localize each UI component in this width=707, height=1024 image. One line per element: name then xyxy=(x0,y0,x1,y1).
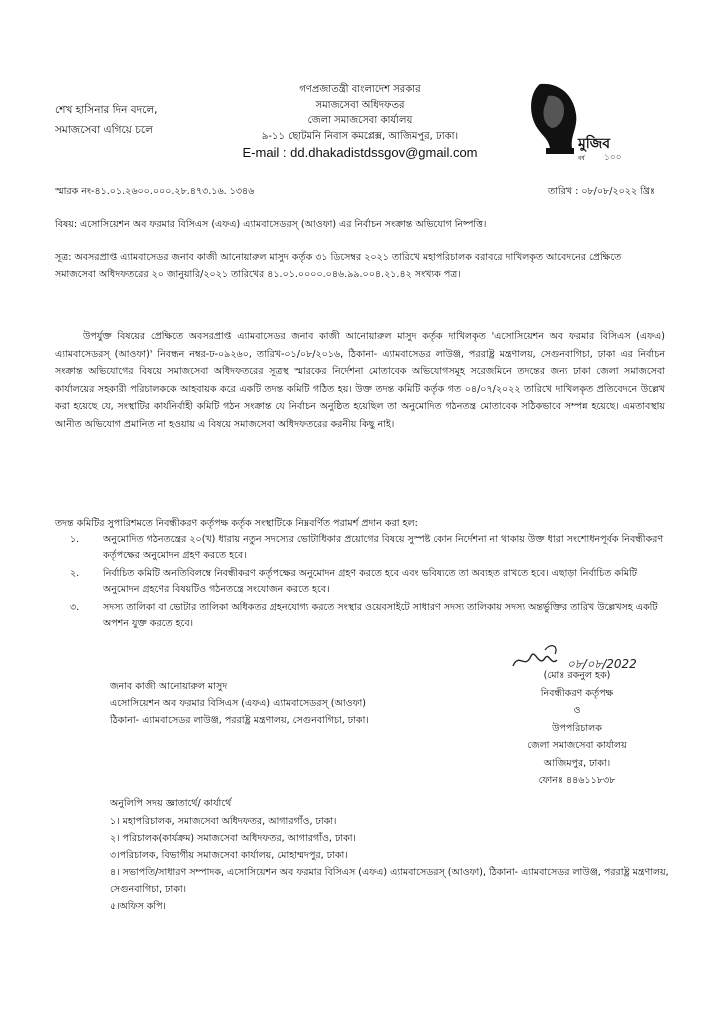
slogan xyxy=(55,100,158,140)
letterhead-email: E-mail : dd.dhakadistdssgov@gmail.com xyxy=(242,145,478,160)
recipient-location: ঠিকানা- এ্যামবাসেডর লাউঞ্জ, পররাষ্ট্র মন্ত্রণালয়, সেগুনবাগিচা, ঢাকা। xyxy=(110,715,369,726)
slogan-line-2: সমাজসেবা এগিয়ে চলে xyxy=(55,124,153,136)
list-item-text: সদস্য তালিকা বা ভোটার তালিকা অধিকতর গ্রহনযোগ্য করতে সংস্থার ওয়েবসাইটে সাধারণ সদস্য তালিকায় সদস্য অন্তর্ভুক্তির তারিখ উল্লেখসহ একটি অপশন যুক্ত করতে হবে। xyxy=(103,602,658,629)
signatory-office: জেলা সমাজসেবা কার্যালয় xyxy=(527,740,627,751)
slogan-line-1: শেখ হাসিনার দিন বদলে, xyxy=(55,104,158,116)
list-item: ২। পরিচালক(কার্যক্রম) সমাজসেবা অধিদফতর, আগারগাঁও, ঢাকা। xyxy=(110,833,356,844)
signatory-name: (মোঃ রকনুল হক) xyxy=(543,670,611,681)
list-item: ১। মহাপরিচালক, সমাজসেবা অধিদফতর, আগারগাঁও, ঢাকা। xyxy=(110,816,337,827)
signatory-phone: ফোনঃ ৪৪৬১১৮৩৮ xyxy=(538,775,616,786)
signatory-designation: উপপরিচালক xyxy=(552,722,602,734)
memo-number: স্মারক নং-৪১.০১.২৬০০.০০০.২৮.৪৭৩.১৬. ১৩৪৬ xyxy=(55,186,255,197)
letterhead-line-4: ৯-১১ ছোটমনি নিবাস কমপ্লেক্স, আজিমপুর, ঢাকা। xyxy=(261,130,459,142)
letterhead-line-1: গণপ্রজাতন্ত্রী বাংলাদেশ সরকার xyxy=(299,84,421,95)
reference: সূত্র: অবসরপ্রাপ্ত এ্যামবাসেডর জনাব কাজী আনোয়ারুল মাসুদ কর্তৃক ৩১ ডিসেম্বর ২০২১ তারিখে মহাপরিচালক বরাবরে দাখিলকৃত আবেদনের প্রেক্ষিতে সমাজসেবা অধিদফতরের ২০ জানুয়ারি/২০২১ তারিখের ৪১.০১.০০০০.০৪৬.৯৯.০০৪.২১.৪২ সংখ্যক পত্র। xyxy=(55,252,622,280)
emblem-text: মুজিব xyxy=(578,136,611,152)
signature-block xyxy=(492,667,662,790)
emblem-num: ১০০ xyxy=(604,153,622,163)
list-item-number: ২. xyxy=(70,568,80,579)
list-item-number: ১. xyxy=(70,534,80,545)
cc-title: অনুলিপি সদয় জ্ঞাতার্থে/ কার্যার্থে xyxy=(110,798,232,809)
subject: বিষয়: এসোসিয়েশন অব ফরমার বিসিএস (এফএ) এ্যামবাসেডরস্ (আওফা) এর নির্বাচন সংক্রান্ত অভিযোগ নিষ্পত্তি। xyxy=(55,219,487,230)
recipient-address xyxy=(110,678,470,729)
memo-line xyxy=(55,185,655,200)
signatory-location: আজিমপুর, ঢাকা। xyxy=(543,757,611,769)
memo-date: তারিখ : ০৮/০৮/২০২২ খ্রিঃ xyxy=(548,186,655,197)
list-item xyxy=(55,566,665,598)
body-paragraph: উপর্যুক্ত বিষয়ের প্রেক্ষিতে অবসরপ্রাপ্ত এ্যামবাসেডর জনাব কাজী আনোয়ারুল মাসুদ কর্তৃক দাখিলকৃত 'এসোসিয়েশন অব ফরমার বিসিএস (এফএ) এ্যামবাসেডরস্ (আওফা)' নিবন্ধন নম্বর-ঢ-০৯২৬০, তারিখ-০১/০৮/২০১৬, ঠিকানা- এ্যামবাসেডর লাউঞ্জ, পররাষ্ট্র মন্ত্রণালয়, সেগুনবাগিচা, ঢাকা এর নির্বাচন সংক্রান্ত অভিযোগের বিষয়ে সমাজসেবা অধিদফতরের সূত্রস্থ স্মারকের নির্দেশনা মোতাবেক অভিযোগসমূহ সরেজমিনে তদন্তের জন্য ঢাকা জেলা সমাজসেবা কার্যালয়ের সহকারী পরিচালককে আহবায়ক করে একটি তদন্ত কমিটি গঠিত হয়। উক্ত তদন্ত কমিটি কর্তৃক গত ০৪/০৭/২০২২ তারিখে দাখিলকৃত প্রতিবেদনে উল্লেখ করা হয়েছে যে, সংস্থাটির কার্যনির্বাহী কমিটি গঠন সংক্রান্ত যে নির্বাচন অনুষ্ঠিত হয়েছিল তা অনুমোদিত গঠনতন্ত্র মোতাবেক সঠিকভাবে সম্পন্ন হয়েছে। এমতাবস্থায় আনীত অভিযোগ প্রমানিত না হওয়ায় এ বিষয়ে সমাজসেবা অধিদফতরের করনীয় কিছু নাই। xyxy=(55,331,665,430)
list-item xyxy=(55,532,665,564)
list-item-text: অনুমোদিত গঠনতন্ত্রের ২০(খ) ধারায় নতুন সদস্যের ভোটাধিকার প্রয়োগের বিষয়ে সুস্পষ্ট কোন নির্দেশনা না থাকায় উক্ত ধারা সংশোধনপূর্বক নিবন্ধীকরণ কর্তৃপক্ষের অনুমোদন গ্রহণ করতে হবে। xyxy=(103,534,664,561)
recipient-org: এসোসিয়েশন অব ফরমার বিসিএস (এফএ) এ্যামবাসেডরস্ (আওফা) xyxy=(110,698,366,709)
mujib-100-logo-icon xyxy=(522,78,632,164)
letterhead-line-2: সমাজসেবা অধিদফতর xyxy=(315,99,405,111)
signatory-role: নিবন্ধীকরণ কর্তৃপক্ষ xyxy=(540,687,614,699)
letterhead-line-3: জেলা সমাজসেবা কার্যালয় xyxy=(307,115,413,126)
list-item: ৩।পরিচালক, বিভাগীয় সমাজসেবা কার্যালয়, মোহাম্মদপুর, ঢাকা। xyxy=(110,850,348,861)
advice-list xyxy=(55,532,665,634)
list-item: ৫।অফিস কপি। xyxy=(110,901,166,912)
emblem-sub: বর্ষ xyxy=(578,155,585,162)
list-item xyxy=(55,600,665,632)
recipient-name: জনাব কাজী আনোয়ারুল মাসুদ xyxy=(110,681,228,692)
list-item: ৪। সভাপতি/সাধারণ সম্পাদক, এসোসিয়েশন অব ফরমার বিসিএস (এফএ) এ্যামবাসেডরস্ (আওফা), ঠিকানা- এ্যামবাসেডর লাউঞ্জ, পররাষ্ট্র মন্ত্রণালয়, সেগুনবাগিচা, ঢাকা। xyxy=(110,867,669,895)
signatory-and: ও xyxy=(573,705,581,716)
letterhead xyxy=(180,82,540,162)
list-item-text: নির্বাচিত কমিটি অনতিবিলম্বে নিবন্ধীকরণ কর্তৃপক্ষের অনুমোদন গ্রহণ করতে হবে এবং ভবিষ্যতে তা অব্যহত রাখতে হবে। এছাড়া নির্বাচিত কমিটি অনুমোদন গ্রহণের বিষয়টিও গঠনতন্ত্রে সংযোজন করতে হবে। xyxy=(103,568,637,595)
list-item-number: ৩. xyxy=(70,602,80,613)
advice-intro: তদন্ত কমিটির সুপারিশমতে নিবন্ধীকরণ কর্তৃপক্ষ কর্তৃক সংস্থাটিকে নিম্নবর্ণিত পরামর্শ প্রদান করা হল: xyxy=(55,518,418,529)
cc-list xyxy=(110,813,670,915)
signature-date: ০৮/০৮/2022 xyxy=(567,657,637,671)
